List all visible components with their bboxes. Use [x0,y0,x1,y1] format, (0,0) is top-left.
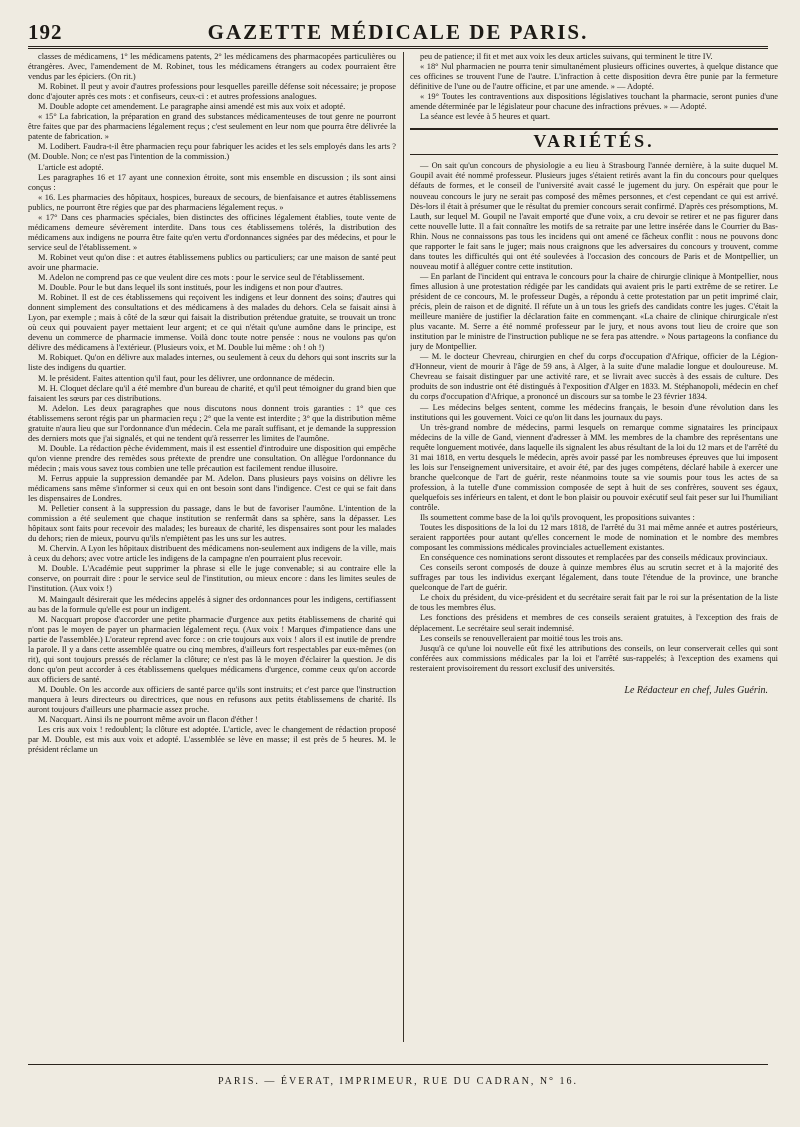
paragraph: M. Chervin. A Lyon les hôpitaux distribuent des médicamens non-seulement aux indigens de la ville, mais à ceux du dehors; avec votre article les indigens de la campagne n'en pourraient plus recevoir. [28,544,396,564]
paragraph: « 17° Dans ces pharmacies spéciales, bien distinctes des officines légalement établies, toute vente de médicamens demeure sévèrement interdite. Dans tous ces établissemens tolérés, la distribution des médicamens aux indigens ne pourra être faite qu'en vertu d'ordonnances signées par des médecins, et pour le service seul de l'établissement. » [28,212,396,252]
paragraph: M. Robinet veut qu'on dise : et autres établissemens publics ou particuliers; car une maison de santé peut avoir une pharmacie. [28,252,396,272]
page-header [28,20,768,44]
paragraph: En conséquence ces nominations seront dissoutes et remplacées par des conseils médicaux provinciaux. [420,553,768,563]
paragraph: M. Double. On les accorde aux officiers de santé parce qu'ils sont instruits; et c'est parce que l'instruction manquera à leurs directeurs ou directrices, que nous en refusons aux petits établissemens de charité. Ils auront toujours d'ailleurs une pharmacie assez proche. [28,684,396,715]
paragraph: Ces conseils seront composés de douze à quinze membres élus au scrutin secret et à la majorité des suffrages par tous les individus exerçant légalement, dans toute l'étendue de la province, une branche quelconque de l'art de guérir. [410,563,778,593]
paragraph: M. Double. La rédaction pèche évidemment, mais il est essentiel d'introduire une disposition qui empêche qu'on vienne prendre des remèdes sous prétexte de prendre une consultation. On allègue l'ordonnance du médecin ; mais vous savez tous combien une telle précaution est facilement rendue illusoire. [28,443,396,473]
paragraph: Un très-grand nombre de médecins, parmi lesquels on remarque comme signataires les principaux médecins de la ville de Gand, viennent d'adresser à MM. les membres de la chambre des représentans une requête longuement motivée, dans laquelle ils signalent les abus résultant de la loi du 12 mars et de l'arrêté du 31 mai 1818, en vertu desquels le médecin, après avoir passé par les nombreuses épreuves que lui imposent les lois sur l'enseignement universitaire, et avoir été, par des juges compétens, déclaré habile à exercer une branche quelconque de l'art de guérir, reste néanmoins toute sa vie soumis pour tous les actes de sa profession, à la tutelle d'une commission composée de sept à huit de ses confrères, souvent ses égaux, quelquefois ses inférieurs en talent, et dont le bon plaisir ou pouvoir exécutif seul fait peser sur lui l'humiliant contrôle. [410,422,778,512]
paragraph: M. Maingault désirerait que les médecins appelés à signer des ordonnances pour les indigens, certifiassent au bas de la formule qu'elle est pour un indigent. [28,594,396,614]
paragraph: M. Robiquet. Qu'on en délivre aux malades internes, ou seulement à ceux du dehors qui sont inscrits sur la liste des indigens du quartier. [28,353,396,373]
column-divider [403,52,404,1042]
paragraph: M. Ferrus appuie la suppression demandée par M. Adelon. Dans plusieurs pays voisins on délivre les médicamens sans même s'informer si ceux qui en ont besoin sont dans l'indigence. C'est ce qui se fait dans les dispensaires de Londres. [28,473,396,504]
printer-footer: PARIS. — ÉVERAT, IMPRIMEUR, RUE DU CADRAN, N° 16. [217,1076,579,1087]
paragraph: Les fonctions des présidens et membres de ces conseils seraient gratuites, à l'exception des frais de déplacement. Le secrétaire seul serait indemnisé. [410,613,778,633]
paragraph: M. Nacquart propose d'accorder une petite pharmacie d'urgence aux petits établissemens de charité qui n'ont pas le moyen de payer un pharmacien légalement reçu. (Aux voix ! Marques d'impatience dans une partie de l'assemblée.) L'orateur reprend avec force : on crie toujours aux voix ! alors il est inutile de prendre la parole. Il y a dans cette assemblée quatre ou cinq membres, d'ailleurs fort respectables par eux-mêmes (on rit), qui sont toujours pressés de réclamer la clôture; ce n'est pas là le moyen d'éclairer la question. Je dis donc qu'on peut accorder à ces établissemens quelques médicamens d'urgence, comme ceux qu'on accorde aux officiers de santé. [28,614,396,684]
left-column [28,52,396,1040]
paragraph: peu de patience; il fit et met aux voix les deux articles suivans, qui terminent le titre IV. [420,52,713,61]
paragraph: « 19° Toutes les contraventions aux dispositions législatives touchant la pharmacie, seront punies d'une amende déterminée par le législateur pour chacune des infractions prévues. » — Adopté. [410,92,778,112]
paragraph: M. Nacquart. Ainsi ils ne pourront même avoir un flacon d'éther ! [38,715,258,725]
paragraph: Toutes les dispositions de la loi du 12 mars 1818, de l'arrêté du 31 mai même année et autres postérieurs, seraient rapportées pour autant qu'elles concernent le mode de nomination et le nombre des membres composant les commissions médicales provinciales actuellement existantes. [410,523,778,553]
paragraph: — En parlant de l'incident qui entrava le concours pour la chaire de chirurgie clinique à Montpellier, nous fîmes allusion à une protestation rédigée par les candidats qui avaient pris le parti extrême de se retirer. Le président de ce concours, M. le professeur Dugès, a répondu à cette protestation par un petit imprimé clair, précis, plein de raison et de dignité. Il réfute un à un tous les griefs des candidats contre les juges. C'était la meilleure manière de justifier la déclaration faite en commençant. «La chaire de clinique chirurgicale n'est plus vacante. M. Serre a été nommé professeur par le jury, et nous avons tout lieu de croire que son institution par le ministre de l'instruction publique ne se fera pas attendre. » Nous partageons la confiance du jury de Montpellier. [410,271,778,352]
right-column [410,52,778,1072]
header-rule [28,46,768,49]
paragraph: « 15° La fabrication, la préparation en grand des substances médicamenteuses de tout genre ne pourront être faites que par des pharmaciens légalement reçus ; c'est seulement en leur nom que pourra être délivrée la patente de fabrication. » [28,112,396,142]
section-title-varietes: VARIÉTÉS. [533,131,655,152]
paragraph: M. Double. Pour le but dans lequel ils sont institués, pour les indigens et non pour d'autres. [38,283,343,293]
paragraph: M. Adelon. Les deux paragraphes que nous discutons nous donnent trois garanties : 1° que ces établissemens seront régis par un pharmacien reçu ; 2° que la vente est interdite ; 3° que la distribution même gratuite n'aura lieu que sur l'ordonnance d'un médecin. Cela me paraît suffisant, et je demande la suppression des derniers mots que j'ai signalés, et qui ne tendent qu'à resserrer les limites de l'aumône. [28,403,396,443]
paragraph: Les paragraphes 16 et 17 ayant une connexion étroite, sont mis ensemble en discussion ; ils sont ainsi conçus : [28,172,396,192]
paragraph: M. Robinet. Il est de ces établissemens qui reçoivent les indigens et leur donnent des soins; d'autres qui donnent simplement des consultations et des médicamens à des malades du dehors. Cela se faisait ainsi à Lyon, par exemple ; mais à côté de la sœur qui faisait la distribution prétendue gratuite, se trouvait un tronc où ceux qui pouvaient payer mettaient leur argent; et ce qui n'était qu'une aumône dans le principe, est devenu un commerce de pharmacie immense. Voilà donc toute notre pensée : nous ne voulons pas qu'on délivre des médicamens à l'extérieur. (Plusieurs voix, et M. Double lui même : oh ! oh !) [28,293,396,353]
paragraph: « 16. Les pharmacies des hôpitaux, hospices, bureaux de secours, de bienfaisance et autres établissemens publics, ne pourront être régies que par des pharmaciens légalement reçus. » [28,192,396,212]
editor-signature: Le Rédacteur en chef, Jules Guérin. [624,684,768,696]
paragraph: M. le président. Faites attention qu'il faut, pour les délivrer, une ordonnance de médecin. [38,373,335,383]
page-number: 192 [28,20,63,44]
paragraph: classes de médicamens, 1° les médicamens patents, 2° les médicamens des pharmacopées particulières ou étrangères. Avec, l'amendement de M. Robinet, tous les médicamens étrangers au codex pourraient être vendus par les épiciers. (On rit.) [28,52,396,82]
paragraph: « 18° Nul pharmacien ne pourra tenir simultanément plusieurs officines ouvertes, à quelque distance que ces officines se trouvent l'une de l'autre. L'infraction à cette disposition devra être punie par la fermeture définitive de l'une ou de l'autre officine, et par une amende. » — Adopté. [410,62,778,92]
paragraph: — On sait qu'un concours de physiologie a eu lieu à Strasbourg l'année dernière, à la suite duquel M. Goupil avait été nommé professeur. Plusieurs juges s'étaient retirés avant la fin du concours pour quelques défauts de formes, et le conseil de l'université avait cassé le jugement du jury. On espérait que pour le nouveau concours le jury ne serait pas composé des mêmes personnes, et c'est cependant ce qui est arrivé. Dès-lors il était à présumer que le résultat du premier concours serait confirmé. D'après ces présomptions, M. Lauth, sur lequel M. Goupil ne l'avait emporté que d'une voix, a cru devoir se retirer et ne pas figurer dans cette nouvelle lutte. Il a fait connaître les motifs de sa retraite par une lettre insérée dans le Courrier du Bas-Rhin. Nous ne connaissons pas tous les incidens qui ont amené ce fâcheux conflit : nous ne pouvons donc que rapporter le fait sans le juger; mais nous craignons que les adversaires du concours y trouvent, comme dans toutes les difficultés qui ont été soulevées à l'occasion des concours de Paris et de Montpellier, un nouveau motif à alléguer contre cette institution. [410,161,778,271]
paragraph: Les cris aux voix ! redoublent; la clôture est adoptée. L'article, avec le changement de rédaction proposé par M. Double, est mis aux voix et adopté. L'assemblée se lève en masse; il est près de 5 heures. M. le président réclame un [28,725,396,755]
paragraph: La séance est levée à 5 heures et quart. [420,112,550,122]
paragraph: M. H. Cloquet déclare qu'il a été membre d'un bureau de charité, et qu'il peut témoigner du grand bien que faisaient les sœurs par ces distributions. [28,383,396,403]
paragraph: Le choix du président, du vice-président et du secrétaire serait fait par le roi sur la présentation de la liste de tous les membres élus. [410,593,778,613]
paragraph: — Les médecins belges sentent, comme les médecins français, le besoin d'une révolution dans les institutions qui les gouvernent. Voici ce qu'on lit dans les journaux du pays. [410,402,778,422]
paragraph: M. Double adopte cet amendement. Le paragraphe ainsi amendé est mis aux voix et adopté. [38,102,346,112]
paragraph: Les conseils se renouvelleraient par moitié tous les trois ans. [420,633,623,643]
paragraph: M. Double. L'Académie peut supprimer la phrase si elle le juge convenable; si au contraire elle la conserve, on pourrait dire : pour le service seul de l'institution, ou mieux encore : dans les limites seules de l'institution. (Aux voix !) [28,564,396,594]
paragraph: L'article est adopté. [38,162,104,172]
paragraph: M. Pelletier consent à la suppression du passage, dans le but de favoriser l'aumône. L'intention de la commission a été seulement que chaque institution se renfermât dans sa sphère, sans la dépasser. Les hôpitaux sont faits pour recevoir des malades; les bureaux de charité, les dispensaires sont pour les malades du dehors; rien de mieux, pourvu qu'ils n'empiètent pas les uns sur les autres. [28,504,396,544]
right-column-top [410,52,778,122]
paragraph: — M. le docteur Chevreau, chirurgien en chef du corps d'occupation d'Afrique, officier de la Légion-d'Honneur, vient de mourir à l'âge de 59 ans, à Alger, à la suite d'une maladie longue et douloureuse. M. Chevreau se faisait distinguer par une activité rare, et se livrait avec succès à des essais de culture. Des produits de son industrie ont été distingués à l'exposition d'Alger en 1833. M. Stéphanopoli, médecin en chef du corps d'occupation d'Afrique, a prononcé un discours sur sa tombe le 23 février 1834. [410,352,778,402]
page-title: GAZETTE MÉDICALE DE PARIS. [207,20,589,44]
paragraph: Ils soumettent comme base de la loi qu'ils provoquent, les propositions suivantes : [420,513,695,523]
footer-rule [28,1064,768,1065]
paragraph: M. Robinet. Il peut y avoir d'autres professions pour lesquelles pareille défense soit nécessaire; je propose donc d'ajouter après ces mots : et confiseurs, ceux-ci : et autres professions analogues. [28,82,396,102]
varietes-section [410,161,778,673]
paragraph: M. Lodibert. Faudra-t-il être pharmacien reçu pour fabriquer les acides et les sels employés dans les arts ? (M. Double. Non; ce n'est pas l'intention de la commission.) [28,142,396,162]
paragraph: M. Adelon ne comprend pas ce que veulent dire ces mots : pour le service seul de l'établissement. [38,273,365,283]
section-underline [410,154,778,155]
paragraph: Jusqu'à ce qu'une loi nouvelle eût fixé les attributions des conseils, on leur conserverait celles qui sont conférées aux commissions médicales par la loi et l'arrêté sus-rappelés; à l'exception des examens qui resteraient provisoirement du ressort exclusif des universités. [410,643,778,673]
